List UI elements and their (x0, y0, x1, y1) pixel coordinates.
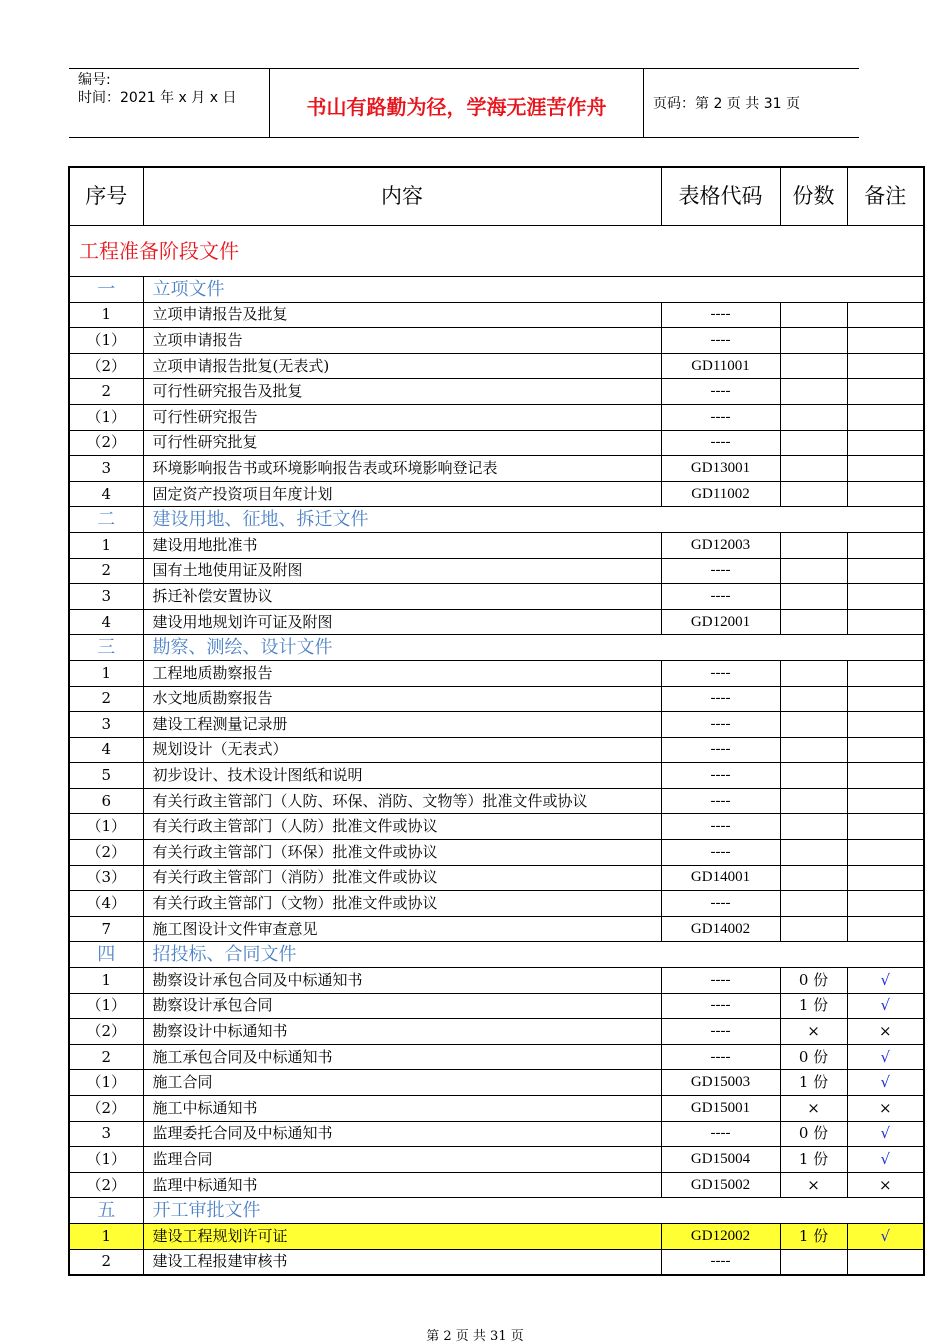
row-content: 立项申请报告 (143, 328, 661, 354)
row-note (847, 712, 924, 738)
row-copies: 1 份 (780, 993, 847, 1019)
row-copies: 0 份 (780, 1044, 847, 1070)
row-copies (780, 430, 847, 456)
stage-title: 工程准备阶段文件 (69, 226, 924, 277)
row-note (847, 532, 924, 558)
row-form-code: GD11001 (661, 353, 780, 379)
row-content: 勘察设计承包合同及中标通知书 (143, 968, 661, 994)
row-note: √ (847, 1223, 924, 1249)
row-form-code: ---- (661, 430, 780, 456)
row-note (847, 379, 924, 405)
row-copies (780, 302, 847, 328)
row-copies (780, 558, 847, 584)
document-table (68, 166, 925, 1276)
table-row (69, 1070, 924, 1096)
row-number: 2 (69, 1044, 143, 1070)
table-row (69, 712, 924, 738)
table-row (69, 404, 924, 430)
row-note: √ (847, 993, 924, 1019)
row-note (847, 609, 924, 635)
section-row (69, 507, 924, 533)
row-form-code: ---- (661, 404, 780, 430)
row-form-code: GD12003 (661, 532, 780, 558)
row-number: 2 (69, 1249, 143, 1275)
row-copies (780, 1249, 847, 1275)
row-content: 勘察设计承包合同 (143, 993, 661, 1019)
row-note (847, 302, 924, 328)
row-form-code: ---- (661, 993, 780, 1019)
table-row (69, 968, 924, 994)
row-content: 监理委托合同及中标通知书 (143, 1121, 661, 1147)
row-form-code: ---- (661, 558, 780, 584)
row-copies: 1 份 (780, 1147, 847, 1173)
row-copies (780, 328, 847, 354)
table-row (69, 993, 924, 1019)
header-page-number: 页码：第 2 页 共 31 页 (653, 96, 800, 112)
row-form-code: ---- (661, 1019, 780, 1045)
table-row (69, 584, 924, 610)
row-number: 1 (69, 532, 143, 558)
row-copies: × (780, 1172, 847, 1198)
row-copies: 0 份 (780, 1121, 847, 1147)
table-row (69, 1223, 924, 1249)
row-number: 4 (69, 481, 143, 507)
row-content: 立项申请报告及批复 (143, 302, 661, 328)
row-form-code: ---- (661, 763, 780, 789)
row-note: × (847, 1019, 924, 1045)
section-title: 勘察、测绘、设计文件 (143, 635, 924, 661)
row-copies (780, 737, 847, 763)
table-row (69, 1147, 924, 1173)
row-number: 1 (69, 1223, 143, 1249)
row-form-code: ---- (661, 1249, 780, 1275)
table-row (69, 1249, 924, 1275)
table-row (69, 1172, 924, 1198)
row-number: 3 (69, 456, 143, 482)
row-copies (780, 916, 847, 942)
row-note: √ (847, 1147, 924, 1173)
row-note (847, 788, 924, 814)
row-content: 国有土地使用证及附图 (143, 558, 661, 584)
row-form-code: ---- (661, 1044, 780, 1070)
number-label: 编号: (78, 72, 111, 88)
row-copies: 1 份 (780, 1070, 847, 1096)
row-number: （2） (69, 840, 143, 866)
row-note (847, 1249, 924, 1275)
row-note: √ (847, 968, 924, 994)
row-number: 2 (69, 686, 143, 712)
section-title: 建设用地、征地、拆迁文件 (143, 507, 924, 533)
row-content: 可行性研究报告及批复 (143, 379, 661, 405)
row-copies (780, 404, 847, 430)
row-content: 有关行政主管部门（人防）批准文件或协议 (143, 814, 661, 840)
table-row (69, 1019, 924, 1045)
row-number: 2 (69, 558, 143, 584)
table-row (69, 763, 924, 789)
row-form-code: ---- (661, 814, 780, 840)
table-row (69, 430, 924, 456)
section-title: 立项文件 (143, 277, 924, 303)
row-number: 1 (69, 968, 143, 994)
row-copies (780, 456, 847, 482)
row-copies (780, 712, 847, 738)
row-copies (780, 532, 847, 558)
row-form-code: ---- (661, 840, 780, 866)
section-number: 一 (69, 277, 143, 303)
table-row (69, 481, 924, 507)
table-row (69, 891, 924, 917)
row-number: 3 (69, 584, 143, 610)
row-note: √ (847, 1044, 924, 1070)
row-number: （1） (69, 1070, 143, 1096)
row-copies (780, 379, 847, 405)
row-number: 3 (69, 712, 143, 738)
table-row (69, 788, 924, 814)
row-content: 建设用地规划许可证及附图 (143, 609, 661, 635)
row-note (847, 481, 924, 507)
table-row (69, 558, 924, 584)
row-number: （1） (69, 814, 143, 840)
row-content: 建设用地批准书 (143, 532, 661, 558)
row-form-code: ---- (661, 302, 780, 328)
row-number: 7 (69, 916, 143, 942)
table-header-row (69, 167, 924, 226)
row-number: （1） (69, 404, 143, 430)
row-form-code: GD12002 (661, 1223, 780, 1249)
row-note (847, 404, 924, 430)
table-row (69, 865, 924, 891)
row-number: （2） (69, 353, 143, 379)
row-form-code: ---- (661, 584, 780, 610)
section-row (69, 277, 924, 303)
row-content: 可行性研究批复 (143, 430, 661, 456)
row-number: 5 (69, 763, 143, 789)
header-divider (643, 69, 644, 137)
column-header-note: 备注 (847, 167, 924, 226)
table-row (69, 302, 924, 328)
table-row (69, 660, 924, 686)
row-form-code: ---- (661, 891, 780, 917)
row-note (847, 865, 924, 891)
row-content: 建设工程报建审核书 (143, 1249, 661, 1275)
row-content: 固定资产投资项目年度计划 (143, 481, 661, 507)
table-row (69, 456, 924, 482)
row-copies (780, 584, 847, 610)
row-content: 可行性研究报告 (143, 404, 661, 430)
row-content: 水文地质勘察报告 (143, 686, 661, 712)
row-form-code: ---- (661, 788, 780, 814)
row-note (847, 660, 924, 686)
row-note (847, 686, 924, 712)
row-content: 施工图设计文件审查意见 (143, 916, 661, 942)
row-form-code: ---- (661, 968, 780, 994)
table-row (69, 686, 924, 712)
table-row (69, 916, 924, 942)
row-copies: 0 份 (780, 968, 847, 994)
row-form-code: GD11002 (661, 481, 780, 507)
row-note (847, 814, 924, 840)
row-form-code: GD15003 (661, 1070, 780, 1096)
row-note (847, 763, 924, 789)
row-number: （3） (69, 865, 143, 891)
row-note (847, 891, 924, 917)
row-content: 有关行政主管部门（环保）批准文件或协议 (143, 840, 661, 866)
row-content: 监理合同 (143, 1147, 661, 1173)
row-content: 监理中标通知书 (143, 1172, 661, 1198)
row-form-code: ---- (661, 379, 780, 405)
table-row (69, 532, 924, 558)
row-content: 建设工程规划许可证 (143, 1223, 661, 1249)
row-copies (780, 788, 847, 814)
row-copies (780, 353, 847, 379)
row-form-code: GD15004 (661, 1147, 780, 1173)
row-content: 施工承包合同及中标通知书 (143, 1044, 661, 1070)
row-copies (780, 609, 847, 635)
row-form-code: GD15001 (661, 1096, 780, 1122)
row-copies (780, 660, 847, 686)
row-number: 4 (69, 737, 143, 763)
row-number: （1） (69, 1147, 143, 1173)
section-number: 二 (69, 507, 143, 533)
table-row (69, 353, 924, 379)
column-header-content: 内容 (143, 167, 661, 226)
row-number: 3 (69, 1121, 143, 1147)
row-copies: 1 份 (780, 1223, 847, 1249)
row-note: √ (847, 1121, 924, 1147)
row-note (847, 840, 924, 866)
row-number: （1） (69, 993, 143, 1019)
table-row (69, 1096, 924, 1122)
row-number: （2） (69, 1172, 143, 1198)
row-number: 1 (69, 660, 143, 686)
section-number: 四 (69, 942, 143, 968)
section-row (69, 942, 924, 968)
row-number: （2） (69, 1019, 143, 1045)
table-row (69, 609, 924, 635)
row-number: 4 (69, 609, 143, 635)
row-note (847, 456, 924, 482)
row-content: 有关行政主管部门（人防、环保、消防、文物等）批准文件或协议 (143, 788, 661, 814)
row-number: 6 (69, 788, 143, 814)
row-form-code: GD13001 (661, 456, 780, 482)
row-form-code: GD14002 (661, 916, 780, 942)
table-row (69, 840, 924, 866)
row-copies (780, 814, 847, 840)
row-form-code: ---- (661, 737, 780, 763)
row-note (847, 558, 924, 584)
row-number: （4） (69, 891, 143, 917)
page-header (69, 68, 859, 138)
table-row (69, 737, 924, 763)
row-note (847, 328, 924, 354)
page-footer: 第 2 页 共 31 页 (426, 1329, 524, 1344)
row-form-code: GD15002 (661, 1172, 780, 1198)
time-label: 时间：2021 年 x 月 x 日 (78, 90, 237, 106)
row-form-code: ---- (661, 328, 780, 354)
row-number: （1） (69, 328, 143, 354)
row-copies (780, 891, 847, 917)
row-content: 有关行政主管部门（消防）批准文件或协议 (143, 865, 661, 891)
row-content: 初步设计、技术设计图纸和说明 (143, 763, 661, 789)
row-content: 建设工程测量记录册 (143, 712, 661, 738)
row-copies (780, 763, 847, 789)
row-number: （2） (69, 430, 143, 456)
column-header-no: 序号 (69, 167, 143, 226)
table-row (69, 1121, 924, 1147)
column-header-copies: 份数 (780, 167, 847, 226)
row-note: √ (847, 1070, 924, 1096)
row-copies (780, 840, 847, 866)
row-note: × (847, 1172, 924, 1198)
row-copies (780, 481, 847, 507)
section-row (69, 1198, 924, 1224)
stage-title-row (69, 226, 924, 277)
section-number: 五 (69, 1198, 143, 1224)
row-note (847, 353, 924, 379)
row-note (847, 584, 924, 610)
row-content: 立项申请报告批复(无表式) (143, 353, 661, 379)
row-form-code: GD14001 (661, 865, 780, 891)
row-content: 施工合同 (143, 1070, 661, 1096)
row-note: × (847, 1096, 924, 1122)
row-number: 1 (69, 302, 143, 328)
section-title: 招投标、合同文件 (143, 942, 924, 968)
row-form-code: ---- (661, 1121, 780, 1147)
section-number: 三 (69, 635, 143, 661)
column-header-code: 表格代码 (661, 167, 780, 226)
row-copies (780, 865, 847, 891)
row-note (847, 430, 924, 456)
row-content: 拆迁补偿安置协议 (143, 584, 661, 610)
table-row (69, 814, 924, 840)
row-content: 工程地质勘察报告 (143, 660, 661, 686)
row-form-code: ---- (661, 712, 780, 738)
row-content: 环境影响报告书或环境影响报告表或环境影响登记表 (143, 456, 661, 482)
row-form-code: GD12001 (661, 609, 780, 635)
header-motto: 书山有路勤为径，学海无涯苦作舟 (306, 95, 607, 119)
row-number: （2） (69, 1096, 143, 1122)
row-content: 施工中标通知书 (143, 1096, 661, 1122)
row-copies: × (780, 1019, 847, 1045)
row-note (847, 737, 924, 763)
row-content: 有关行政主管部门（文物）批准文件或协议 (143, 891, 661, 917)
row-copies (780, 686, 847, 712)
section-row (69, 635, 924, 661)
row-form-code: ---- (661, 686, 780, 712)
table-row (69, 1044, 924, 1070)
row-note (847, 916, 924, 942)
table-row (69, 328, 924, 354)
header-meta (78, 71, 236, 107)
row-number: 2 (69, 379, 143, 405)
row-form-code: ---- (661, 660, 780, 686)
section-title: 开工审批文件 (143, 1198, 924, 1224)
row-content: 勘察设计中标通知书 (143, 1019, 661, 1045)
table-row (69, 379, 924, 405)
row-copies: × (780, 1096, 847, 1122)
row-content: 规划设计（无表式） (143, 737, 661, 763)
